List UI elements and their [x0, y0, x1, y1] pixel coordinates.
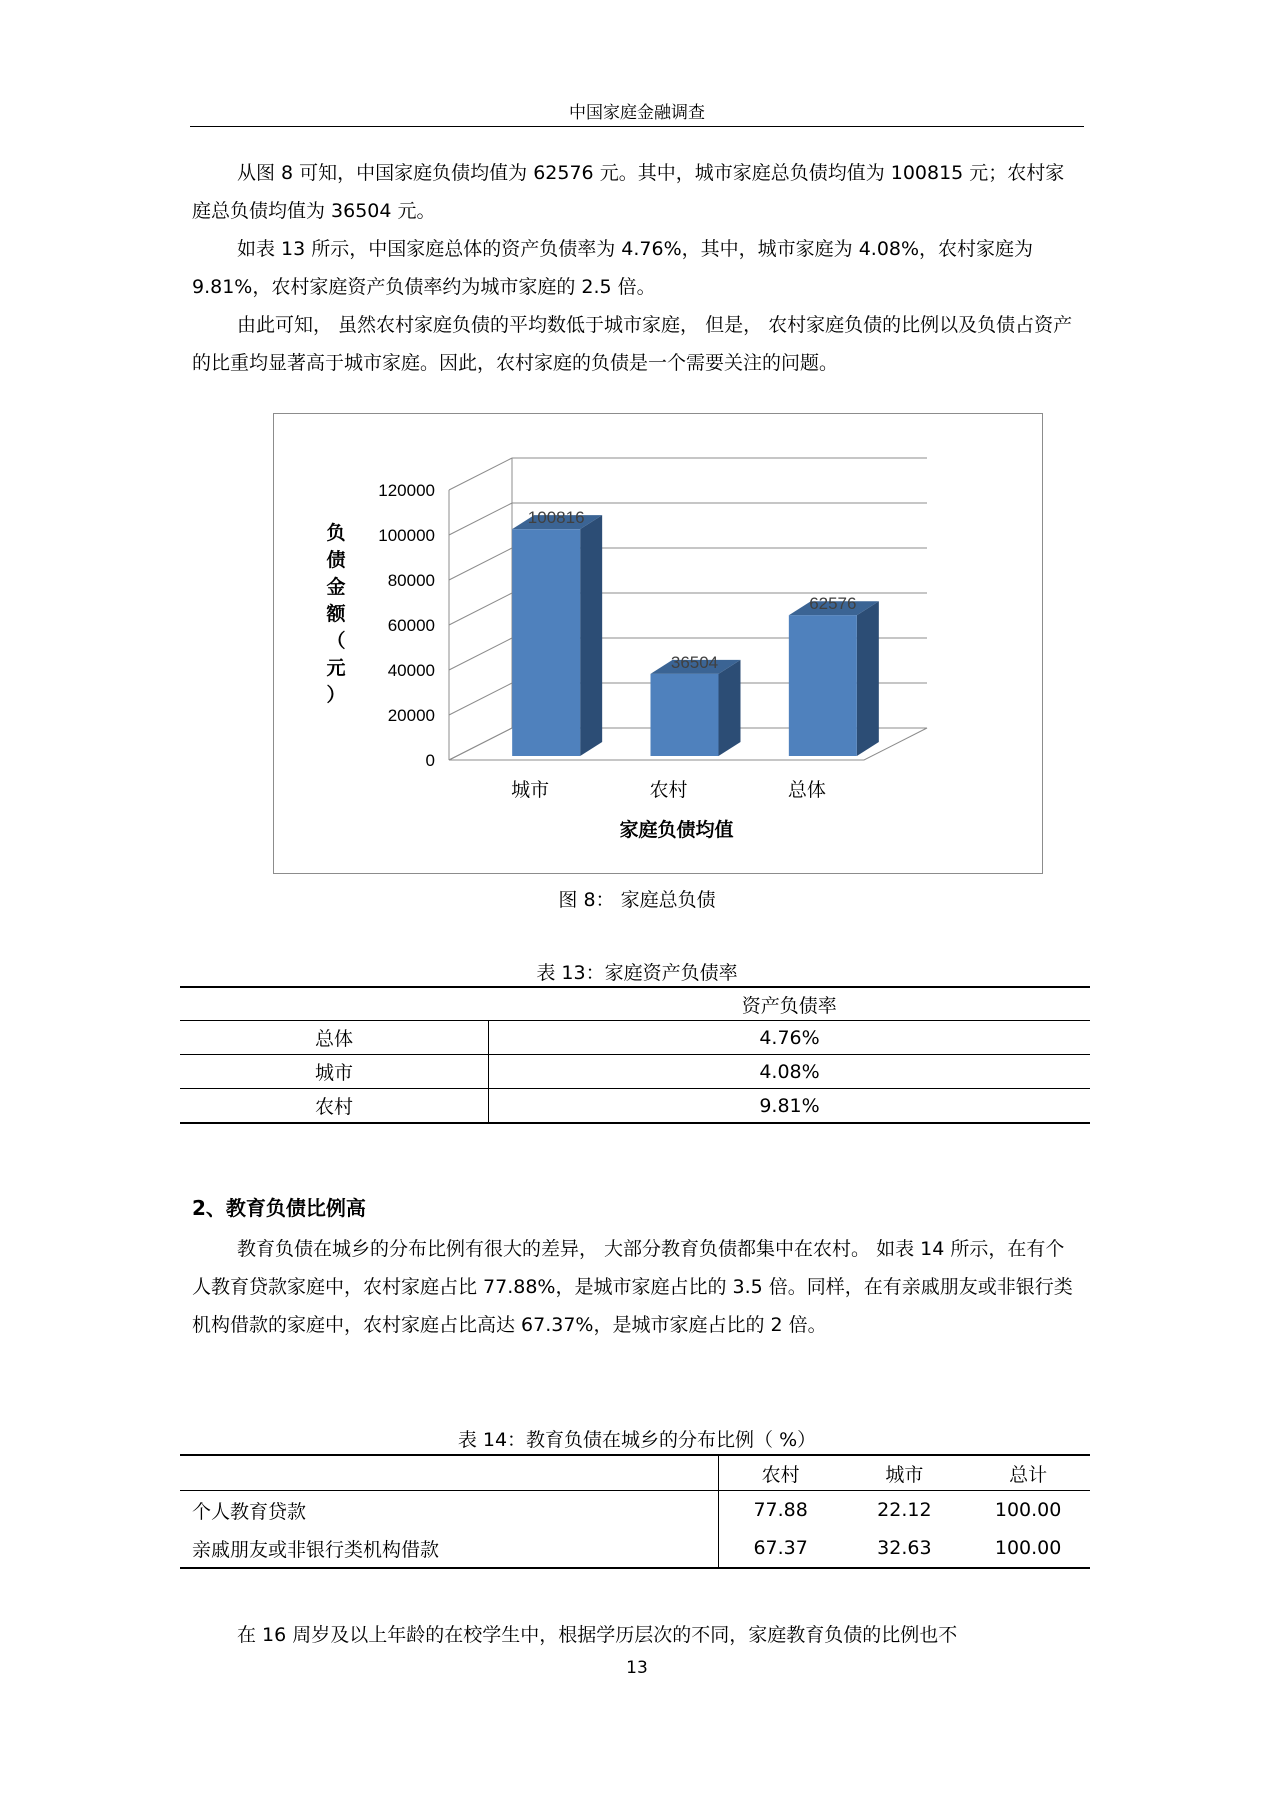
table-header-row	[180, 1455, 1090, 1491]
bar-side	[580, 515, 602, 756]
section2-paragraph-block	[192, 1230, 1082, 1344]
row-value: 22.12	[877, 1499, 932, 1521]
row-value: 9.81%	[489, 1089, 1091, 1124]
row-value: 100.00	[966, 1529, 1090, 1568]
row-value: 77.88	[753, 1499, 808, 1521]
data-label: 36504	[670, 652, 719, 672]
table14-caption: 表 14：教育负债在城乡的分布比例（ %）	[457, 1429, 817, 1451]
row-label: 个人教育贷款	[180, 1491, 718, 1530]
y-tick-label: 60000	[387, 616, 435, 635]
paragraph-3: 由此可知， 虽然农村家庭负债的平均数低于城市家庭， 但是， 农村家庭负债的比例以及负债占资产的比重均显著高于城市家庭。因此，农村家庭的负债是一个需要关注的问题。	[192, 314, 1073, 374]
header-rule	[190, 126, 1084, 127]
bar	[512, 529, 580, 756]
table-header-cell: 总计	[966, 1455, 1090, 1491]
bar	[789, 615, 857, 756]
row-value: 32.63	[843, 1529, 967, 1568]
y-axis-title-char: 债	[326, 550, 346, 571]
row-label: 城市	[180, 1055, 489, 1089]
chart-frame	[273, 413, 1043, 874]
gridline-depth	[449, 458, 512, 490]
x-axis-title: 家庭负债均值	[619, 820, 734, 841]
bottom-paragraph-block	[192, 1616, 1082, 1654]
y-tick-label: 0	[425, 751, 435, 770]
gridline-depth	[449, 683, 512, 715]
gridline-depth	[449, 638, 512, 670]
y-axis-title-char: 金	[326, 577, 346, 598]
running-header: 中国家庭金融调查	[569, 103, 705, 123]
bottom-paragraph: 在 16 周岁及以上年龄的在校学生中，根据学历层次的不同，家庭教育负债的比例也不	[237, 1624, 958, 1646]
y-axis-title-char: 额	[326, 604, 346, 625]
data-label: 62576	[809, 594, 857, 614]
table-header-cell: 城市	[843, 1455, 967, 1491]
bar	[651, 674, 719, 756]
row-value: 4.76%	[489, 1021, 1091, 1055]
table-row	[180, 1021, 1090, 1055]
table14	[180, 1454, 1090, 1569]
table-header-cell: 农村	[718, 1455, 842, 1491]
table-row	[180, 1055, 1090, 1089]
row-value: 4.08%	[489, 1055, 1091, 1089]
row-label: 农村	[180, 1089, 489, 1124]
y-axis-title-char: ）	[326, 685, 346, 706]
section-title: 2、教育负债比例高	[192, 1196, 366, 1220]
table-row	[180, 1529, 1090, 1568]
row-label: 总体	[180, 1021, 489, 1055]
table-header-cell	[180, 1455, 718, 1491]
table-row	[180, 1089, 1090, 1124]
y-axis-title-char: （	[326, 631, 346, 652]
row-value: 100.00	[994, 1499, 1062, 1521]
row-value: 67.37	[718, 1529, 842, 1568]
data-label: 100816	[527, 508, 585, 528]
y-tick-label: 20000	[387, 706, 435, 725]
figure-caption: 图 8： 家庭总负债	[558, 889, 716, 911]
intro-paragraphs	[192, 154, 1082, 382]
bar-chart	[274, 414, 1042, 873]
x-tick-label: 城市	[511, 780, 550, 801]
y-axis-title-char: 元	[326, 658, 346, 679]
table13-caption: 表 13：家庭资产负债率	[536, 962, 738, 984]
x-tick-label: 总体	[787, 780, 826, 801]
gridline-depth	[449, 503, 512, 535]
paragraph-2: 如表 13 所示，中国家庭总体的资产负债率为 4.76%，其中，城市家庭为 4.08%，农村家庭为 9.81%，农村家庭资产负债率约为城市家庭的 2.5 倍。	[192, 238, 1034, 298]
page-number: 13	[626, 1658, 648, 1678]
y-tick-label: 100000	[378, 526, 435, 545]
x-tick-label: 农村	[649, 780, 688, 801]
section2-paragraph: 教育负债在城乡的分布比例有很大的差异， 大部分教育负债都集中在农村。 如表 14 所示，在有个人教育贷款家庭中，农村家庭占比 77.88%，是城市家庭占比的 3.5 倍。同样，在有亲戚朋友或非银行类机构借款的家庭中，农村家庭占比高达 67.37%，是城市家庭占比的 2 倍。	[192, 1238, 1073, 1336]
table-row	[180, 1491, 1090, 1530]
gridline-depth	[449, 593, 512, 625]
table13	[180, 986, 1090, 1124]
table-header-cell	[180, 987, 489, 1021]
bar-side	[719, 660, 741, 756]
y-tick-label: 120000	[378, 481, 435, 500]
table-header-cell: 资产负债率	[489, 987, 1091, 1021]
bar-side	[857, 601, 879, 756]
gridline-depth	[449, 548, 512, 580]
y-tick-label: 40000	[387, 661, 435, 680]
paragraph-1: 从图 8 可知，中国家庭负债均值为 62576 元。其中，城市家庭总负债均值为 100815 元；农村家庭总负债均值为 36504 元。	[192, 162, 1065, 222]
table-header-row	[180, 987, 1090, 1021]
y-tick-label: 80000	[387, 571, 435, 590]
row-label: 亲戚朋友或非银行类机构借款	[180, 1529, 718, 1568]
y-axis-title-char: 负	[326, 523, 346, 544]
